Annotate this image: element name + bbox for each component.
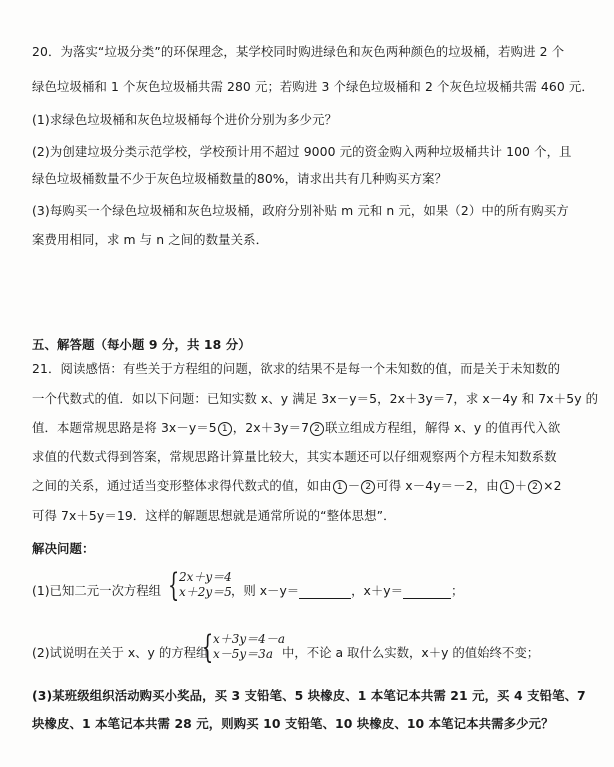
q21-part-2-prefix: (2)试说明在关于 x、y 的方程组 bbox=[32, 645, 209, 660]
section-heading: 五、解答题（每小题 9 分，共 18 分） bbox=[32, 337, 251, 352]
left-brace: { bbox=[202, 628, 214, 666]
q21-part-3-line-1: (3)某班级组织活动购买小奖品，买 3 支铅笔、5 块橡皮、1 本笔记本共需 21 元，买 4 支铅笔、7 bbox=[32, 688, 586, 703]
system-2-eq-2: x－5y＝3a bbox=[213, 647, 273, 661]
circled-number-1: 1 bbox=[500, 480, 514, 494]
q21-part-3-line-2: 块橡皮、1 本笔记本共需 28 元，则购买 10 支铅笔、10 块橡皮、10 本笔记本共需多少元？ bbox=[32, 716, 554, 731]
equation-system-1 bbox=[168, 566, 232, 604]
left-brace: { bbox=[168, 566, 180, 604]
q21-line-2: 一个代数式的值．如以下问题：已知实数 x、y 满足 3x－y＝5，2x＋3y＝7，求 x－4y 和 7x＋5y 的 bbox=[32, 391, 599, 406]
q21-part-1-answer-line: ，则 x－y＝ ，x＋y＝ ； bbox=[231, 583, 464, 598]
q21-line-5: 之间的关系，通过适当变形整体求得代数式的值，如由 1 － 2 可得 x－4y＝－2，由 1 ＋ 2 ×2 bbox=[32, 478, 562, 493]
q21-line-4: 求值的代数式得到答案，常规思路计算量比较大，其实本题还可以仔细观察两个方程未知数系数 bbox=[32, 449, 557, 464]
q21-line-6: 可得 7x＋5y＝19．这样的解题思想就是通常所说的“整体思想”． bbox=[32, 508, 396, 523]
q21-part-1-prefix: (1)已知二元一次方程组 bbox=[32, 583, 162, 598]
answer-blank-1[interactable] bbox=[299, 585, 351, 599]
system-1-eq-2: x＋2y＝5 bbox=[179, 585, 232, 599]
equation-system-2 bbox=[202, 628, 285, 666]
q21-line-3: 值．本题常规思路是将 3x－y＝5 1 ，2x＋3y＝7 2 联立组成方程组，解得 x、y 的值再代入欲 bbox=[32, 420, 561, 435]
q20-part-3-line-1: (3)每购买一个绿色垃圾桶和灰色垃圾桶，政府分别补贴 m 元和 n 元，如果（2）中的所有购买方 bbox=[32, 203, 569, 218]
system-2-eq-1: x＋3y＝4－a bbox=[213, 632, 285, 646]
q20-part-3-line-2: 案费用相同，求 m 与 n 之间的数量关系． bbox=[32, 232, 269, 247]
circled-number-2: 2 bbox=[310, 422, 324, 436]
system-1-eq-1: 2x＋y＝4 bbox=[179, 570, 232, 584]
q20-part-1: (1)求绿色垃圾桶和灰色垃圾桶每个进价分别为多少元？ bbox=[32, 112, 338, 127]
circled-number-2: 2 bbox=[361, 480, 375, 494]
circled-number-1: 1 bbox=[218, 422, 232, 436]
circled-number-2: 2 bbox=[528, 480, 542, 494]
q21-part-2-suffix: 中，不论 a 取什么实数，x＋y 的值始终不变； bbox=[282, 645, 540, 660]
q21-line-1: 21．阅读感悟：有些关于方程组的问题，欲求的结果不是每一个未知数的值，而是关于未知数的 bbox=[32, 361, 561, 376]
q20-part-2-line-2: 绿色垃圾桶数量不少于灰色垃圾桶数量的80%，请求出共有几种购买方案？ bbox=[32, 171, 448, 186]
q20-part-2-line-1: (2)为创建垃圾分类示范学校，学校预计用不超过 9000 元的资金购入两种垃圾桶共计 100 个，且 bbox=[32, 144, 572, 159]
q20-line-2: 绿色垃圾桶和 1 个灰色垃圾桶共需 280 元；若购进 3 个绿色垃圾桶和 2 个灰色垃圾桶共需 460 元． bbox=[32, 79, 594, 94]
circled-number-1: 1 bbox=[333, 480, 347, 494]
q20-line-1: 20．为落实“垃圾分类”的环保理念，某学校同时购进绿色和灰色两种颜色的垃圾桶，若购进 2 个 bbox=[32, 44, 565, 59]
answer-blank-2[interactable] bbox=[403, 585, 451, 599]
solve-label: 解决问题： bbox=[32, 541, 95, 556]
